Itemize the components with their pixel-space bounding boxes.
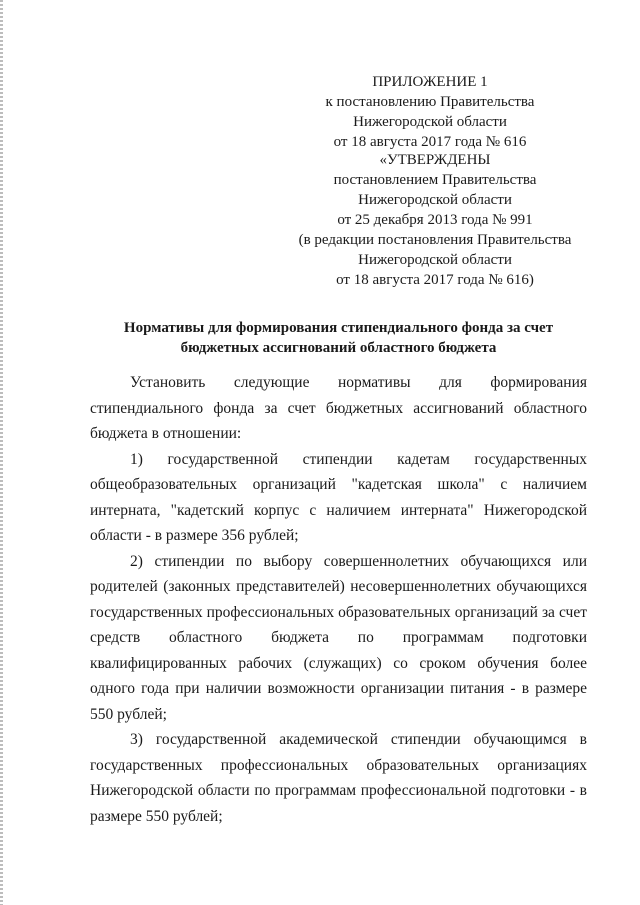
title-line: бюджетных ассигнований областного бюджета bbox=[180, 340, 497, 356]
approval-line: постановлением Правительства bbox=[333, 172, 537, 188]
approval-line: Нижегородской области bbox=[358, 192, 512, 208]
approval-line: от 25 декабря 2013 года № 991 bbox=[337, 212, 533, 228]
approval-line: от 18 августа 2017 года № 616) bbox=[336, 272, 534, 288]
approval-heading: «УТВЕРЖДЕНЫ bbox=[379, 152, 491, 168]
list-item-3: 3) государственной академической стипендии обучающимся в государственных профессиональных образовательных организациях Нижегородской области по программам профессиональной подготовки - в размере 550 рублей; bbox=[90, 731, 587, 825]
list-item-1: 1) государственной стипендии кадетам государственных общеобразовательных организаций "кадетская школа" с наличием интерната, "кадетский корпус с наличием интерната" Нижегородской области - в размере 356 рублей; bbox=[90, 450, 587, 544]
appendix-date: от 18 августа 2017 года № 616 bbox=[333, 134, 527, 150]
page-edge bbox=[0, 0, 3, 905]
appendix-number: ПРИЛОЖЕНИЕ 1 bbox=[372, 74, 488, 90]
appendix-header bbox=[280, 72, 580, 152]
appendix-line: Нижегородской области bbox=[353, 114, 507, 130]
approval-line: (в редакции постановления Правительства bbox=[298, 232, 572, 248]
approval-line: Нижегородской области bbox=[358, 252, 512, 268]
appendix-line: к постановлению Правительства bbox=[325, 94, 535, 110]
document-title bbox=[90, 318, 587, 358]
list-item-2: 2) стипендии по выбору совершеннолетних обучающихся или родителей (законных представителей) несовершеннолетних обучающихся государственных профессиональных образовательных организаций за счет средств областного бюджета по программам подготовки квалифицированных рабочих (служащих) со сроком обучения более одного года при наличии возможности организации питания - в размере 550 рублей; bbox=[90, 552, 587, 723]
approval-block bbox=[280, 150, 590, 290]
title-line: Нормативы для формирования стипендиального фонда за счет bbox=[123, 320, 554, 336]
intro-paragraph: Установить следующие нормативы для формирования стипендиального фонда за счет бюджетных ассигнований областного бюджета в отношении: bbox=[90, 374, 587, 442]
document-body bbox=[90, 370, 587, 829]
